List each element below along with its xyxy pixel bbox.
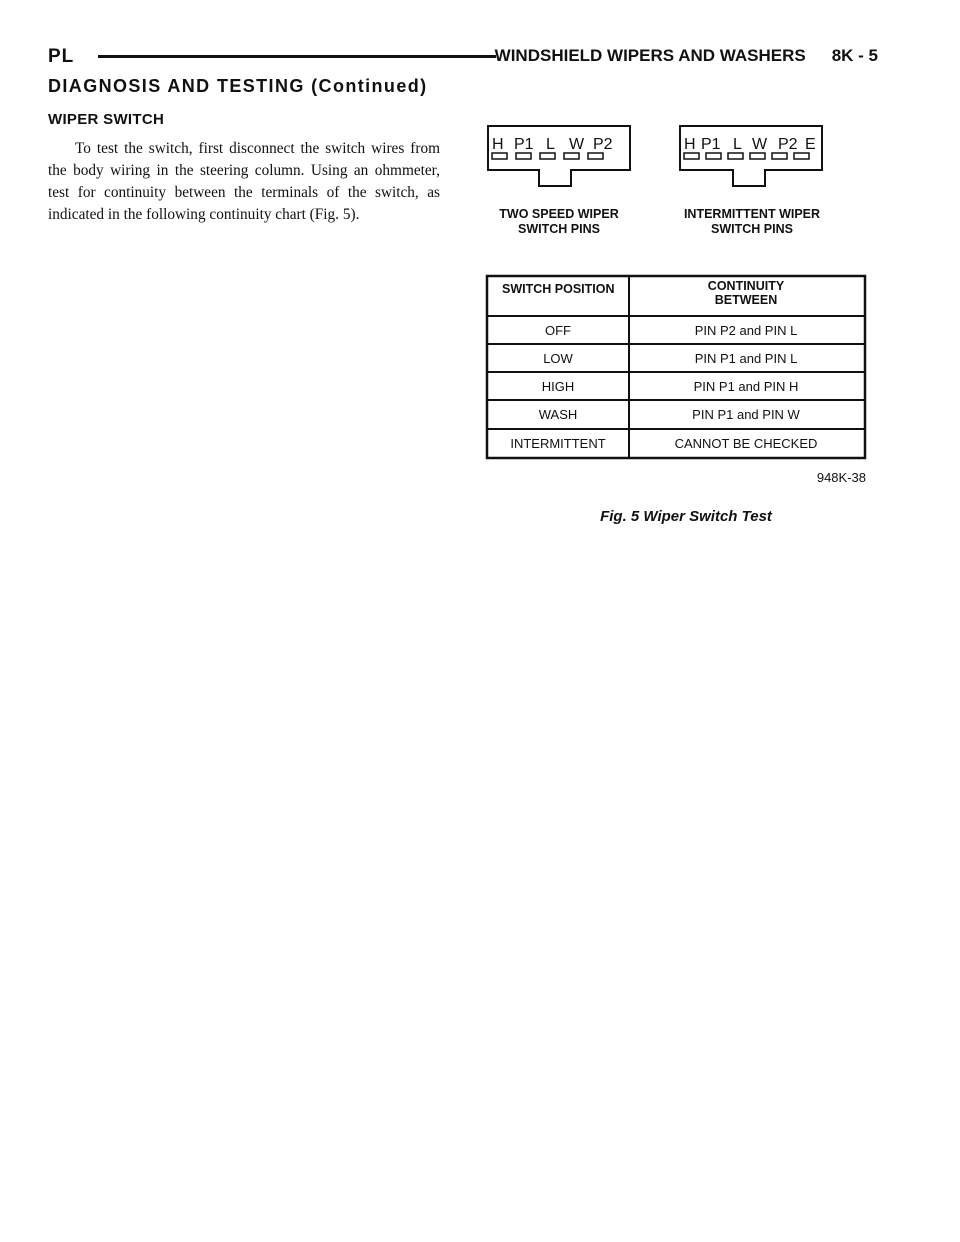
table-border bbox=[487, 276, 865, 458]
intermittent-pin-label: E bbox=[805, 136, 816, 153]
table-cell-continuity: PIN P2 and PIN L bbox=[694, 323, 798, 338]
section-heading: DIAGNOSIS AND TESTING (Continued) bbox=[48, 76, 428, 96]
table-cell-position: WASH bbox=[538, 407, 578, 422]
two-speed-connector bbox=[488, 126, 630, 236]
header-section-code: PL bbox=[48, 46, 75, 67]
table-cell-continuity: PIN P1 and PIN H bbox=[693, 379, 799, 394]
intermittent-caption-line1: INTERMITTENT WIPER bbox=[683, 207, 821, 221]
pin-socket-icon bbox=[540, 153, 555, 159]
two-speed-pin-label: L bbox=[546, 136, 555, 153]
header-title-group bbox=[495, 46, 878, 66]
table-cell-position: INTERMITTENT bbox=[510, 436, 606, 451]
two-speed-caption-line1: TWO SPEED WIPER bbox=[499, 207, 619, 221]
two-speed-pin-label: P1 bbox=[514, 136, 534, 153]
intermittent-pin-label: P2 bbox=[778, 136, 798, 153]
intermittent-pin-label: W bbox=[752, 136, 768, 153]
table-header-position: SWITCH POSITION bbox=[502, 282, 615, 296]
intermittent-caption-line2: SWITCH PINS bbox=[711, 222, 793, 236]
table-cell-position: LOW bbox=[543, 351, 573, 366]
table-header-continuity-line2: BETWEEN bbox=[714, 293, 778, 307]
intermittent-pin-label: P1 bbox=[701, 136, 721, 153]
pin-socket-icon bbox=[588, 153, 603, 159]
figure-id: 948K-38 bbox=[816, 470, 866, 485]
pin-socket-icon bbox=[564, 153, 579, 159]
table-cell-continuity: PIN P1 and PIN W bbox=[692, 407, 800, 422]
pin-socket-icon bbox=[684, 153, 699, 159]
sub-heading: WIPER SWITCH bbox=[48, 111, 165, 128]
figure-caption: Fig. 5 Wiper Switch Test bbox=[600, 508, 772, 525]
intermittent-pin-label: H bbox=[684, 136, 696, 153]
intermittent-connector bbox=[680, 126, 822, 236]
intermittent-connector-outline bbox=[680, 126, 822, 186]
two-speed-pin-label: H bbox=[492, 136, 504, 153]
table-header-continuity-line1: CONTINUITY bbox=[707, 279, 785, 293]
page-header bbox=[48, 40, 878, 76]
header-page-number: 8K - 5 bbox=[831, 46, 878, 65]
two-speed-caption-line2: SWITCH PINS bbox=[518, 222, 600, 236]
two-speed-pin-label: W bbox=[569, 136, 585, 153]
pin-socket-icon bbox=[728, 153, 743, 159]
pin-socket-icon bbox=[750, 153, 765, 159]
table-cell-position: OFF bbox=[545, 323, 571, 338]
continuity-table bbox=[487, 276, 865, 458]
two-speed-pin-label: P2 bbox=[593, 136, 613, 153]
header-rule bbox=[98, 55, 496, 58]
pin-socket-icon bbox=[794, 153, 809, 159]
figure-wiper-switch-test bbox=[476, 116, 896, 536]
two-speed-connector-outline bbox=[488, 126, 630, 186]
pin-socket-icon bbox=[772, 153, 787, 159]
pin-socket-icon bbox=[516, 153, 531, 159]
header-title: WINDSHIELD WIPERS AND WASHERS bbox=[494, 46, 806, 65]
pin-socket-icon bbox=[492, 153, 507, 159]
figure-drawing bbox=[476, 116, 896, 496]
table-cell-continuity: PIN P1 and PIN L bbox=[694, 351, 798, 366]
table-cell-position: HIGH bbox=[541, 379, 575, 394]
table-cell-continuity: CANNOT BE CHECKED bbox=[674, 436, 818, 451]
intermittent-pin-label: L bbox=[733, 136, 742, 153]
pin-socket-icon bbox=[706, 153, 721, 159]
body-paragraph: To test the switch, first disconnect the switch wires from the body wiring in the steering column. Using an ohmmeter, test for continuity between the terminals of the switch, as indicated in the following continuity chart (Fig. 5). bbox=[48, 140, 440, 223]
